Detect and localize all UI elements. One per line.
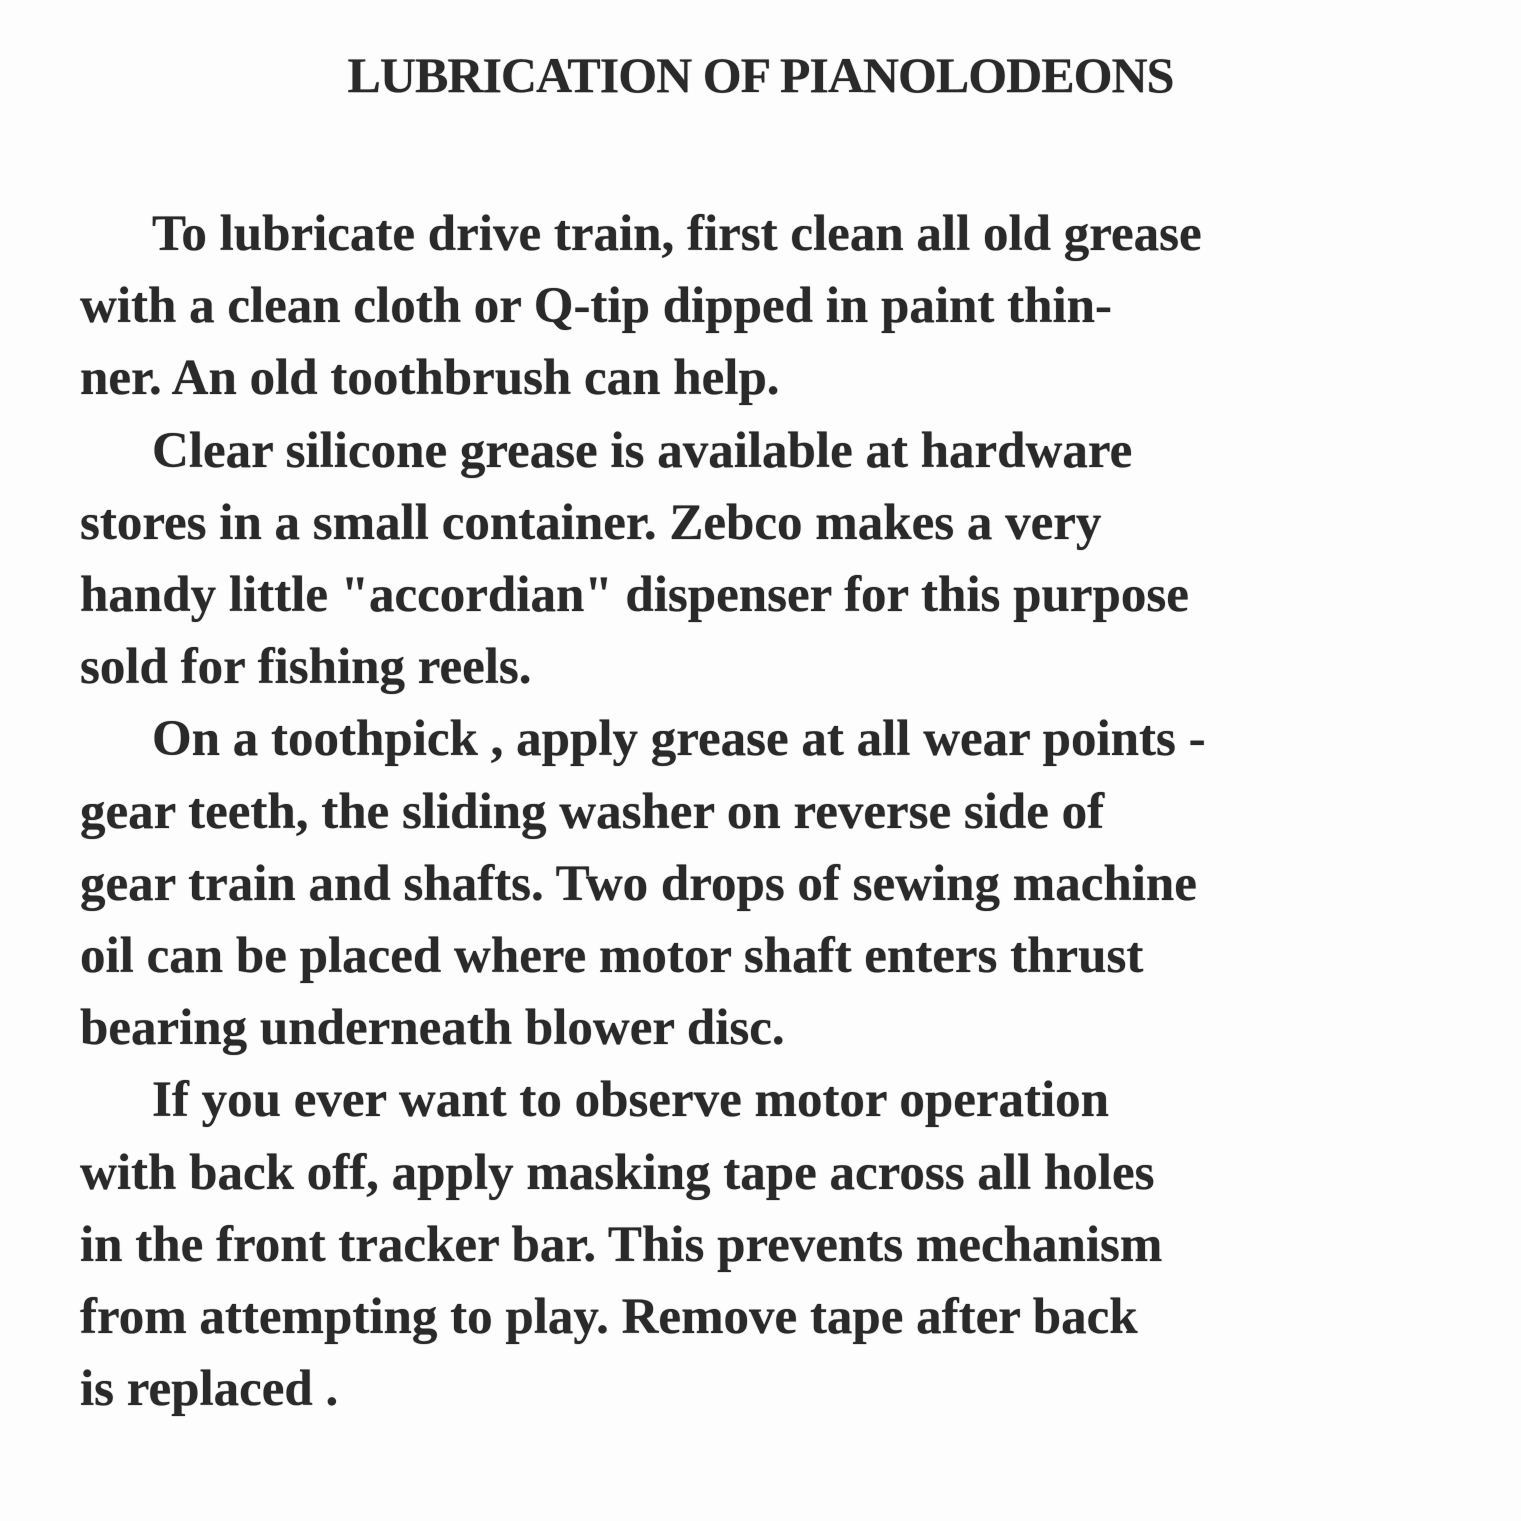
paragraph-2-line-4: sold for fishing reels. (80, 639, 532, 696)
paragraph-2-line-3: handy little "accordian" dispenser for this purpose (80, 567, 1189, 624)
paragraph-3-line-3: gear train and shafts. Two drops of sewing machine (80, 855, 1197, 912)
document-title: LUBRICATION OF PIANOLODEONS (347, 47, 1174, 103)
paragraph-3-line-1: On a toothpick , apply grease at all wear points - (152, 711, 1206, 768)
paragraph-4-line-3: in the front tracker bar. This prevents mechanism (80, 1216, 1163, 1273)
paragraph-4-line-5: is replaced . (80, 1361, 339, 1418)
paragraph-4-line-4: from attempting to play. Remove tape after back (80, 1289, 1138, 1346)
paragraph-2-line-2: stores in a small container. Zebco makes a very (80, 494, 1102, 551)
paragraph-1-line-2: with a clean cloth or Q-tip dipped in paint thin- (80, 278, 1112, 335)
paragraph-3-line-4: oil can be placed where motor shaft enters thrust (80, 928, 1144, 985)
document-body (80, 198, 1500, 1425)
paragraph-3-line-5: bearing underneath blower disc. (80, 1000, 785, 1057)
paragraph-4-line-2: with back off, apply masking tape across all holes (80, 1144, 1155, 1201)
paragraph-4-line-1: If you ever want to observe motor operation (152, 1072, 1110, 1129)
paragraph-1-line-3: ner. An old toothbrush can help. (80, 350, 780, 407)
paragraph-3-line-2: gear teeth, the sliding washer on reverse side of (80, 783, 1105, 840)
paragraph-1-line-1: To lubricate drive train, first clean all old grease (152, 206, 1202, 262)
paragraph-2-line-1: Clear silicone grease is available at hardware (152, 422, 1133, 479)
